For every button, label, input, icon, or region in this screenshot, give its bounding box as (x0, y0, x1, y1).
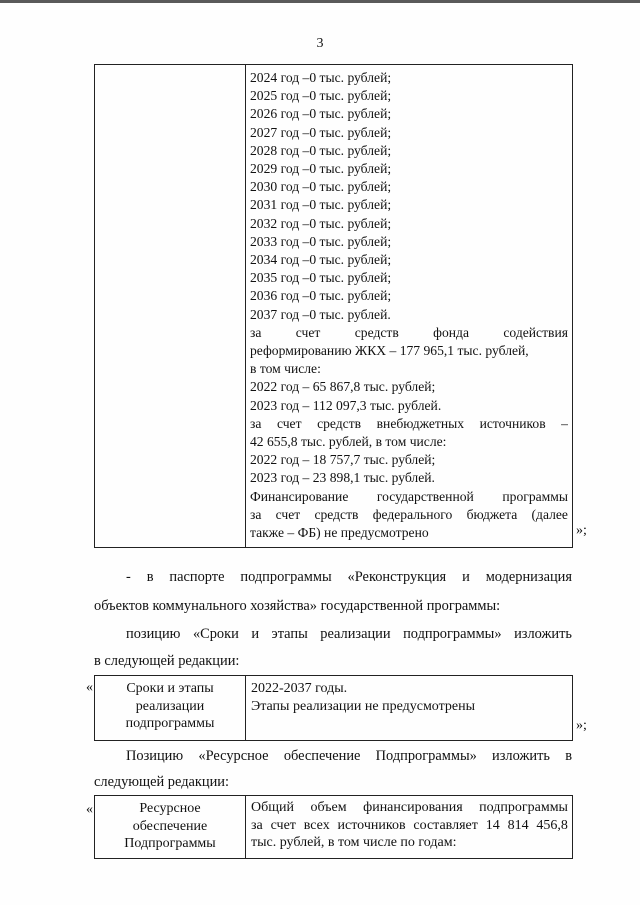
year-line: 2033 год –0 тыс. рублей; (250, 233, 392, 249)
paragraph-2-line-1: позицию «Сроки и этапы реализации подпрограммы» изложить (126, 626, 572, 642)
resources-value-line-3: тыс. рублей, в том числе по годам: (251, 835, 457, 850)
offbudget-year-2022: 2022 год – 18 757,7 тыс. рублей; (250, 452, 436, 468)
resources-label-line-2: обеспечение (132, 818, 208, 834)
paragraph-3-line-2: следующей редакции: (94, 774, 229, 790)
offbudget-year-2023: 2023 год – 23 898,1 тыс. рублей. (250, 470, 435, 486)
fund-line-2: реформированию ЖКХ – 177 965,1 тыс. рублей, (250, 343, 529, 359)
paragraph-1-line-2: объектов коммунального хозяйства» государственной программы: (94, 598, 501, 614)
page-number: 3 (316, 36, 324, 51)
fund-year-2022: 2022 год – 65 867,8 тыс. рублей; (250, 379, 436, 395)
page-top-border (0, 0, 640, 3)
resources-value-line-1: Общий объем финансирования подпрограммы (251, 800, 568, 815)
offbudget-line-2: 42 655,8 тыс. рублей, в том числе: (250, 434, 447, 450)
table3-open-quote: « (86, 802, 93, 817)
resources-label-cell (95, 796, 246, 859)
federal-line-2: за счет средств федерального бюджета (далее (250, 506, 568, 522)
table1-close-quote: »; (576, 523, 587, 538)
year-line: 2037 год –0 тыс. рублей. (250, 306, 391, 322)
resources-value-cell (246, 796, 573, 859)
year-line: 2036 год –0 тыс. рублей; (250, 288, 392, 304)
paragraph-2-line-2: в следующей редакции: (94, 653, 240, 669)
year-line: 2025 год –0 тыс. рублей; (250, 88, 392, 104)
financing-table-value-cell (246, 65, 573, 548)
terms-label-line-1: Сроки и этапы (126, 681, 214, 696)
terms-value-line-1: 2022-2037 годы. (251, 681, 348, 696)
year-line: 2034 год –0 тыс. рублей; (250, 252, 392, 268)
terms-label-cell (95, 676, 246, 741)
financing-table-label-cell (95, 65, 246, 548)
year-line: 2035 год –0 тыс. рублей; (250, 270, 392, 286)
paragraph-3-line-1: Позицию «Ресурсное обеспечение Подпрограммы» изложить в (126, 748, 572, 764)
year-line: 2027 год –0 тыс. рублей; (250, 124, 392, 140)
year-line: 2028 год –0 тыс. рублей; (250, 142, 392, 158)
fund-line-1: за счет средств фонда содействия (250, 324, 568, 340)
federal-line-1: Финансирование государственной программы (250, 488, 568, 504)
resources-label-line-1: Ресурсное (139, 801, 201, 816)
offbudget-line-1: за счет средств внебюджетных источников – (250, 415, 568, 431)
year-line: 2024 год –0 тыс. рублей; (250, 70, 392, 85)
fund-line-3: в том числе: (250, 361, 321, 377)
year-line: 2029 год –0 тыс. рублей; (250, 161, 392, 177)
year-line: 2026 год –0 тыс. рублей; (250, 106, 392, 122)
year-line: 2032 год –0 тыс. рублей; (250, 215, 392, 231)
table2-close-quote: »; (576, 718, 587, 733)
table2-open-quote: « (86, 680, 93, 695)
fund-year-2023: 2023 год – 112 097,3 тыс. рублей. (250, 397, 442, 413)
resources-table (94, 795, 573, 859)
federal-line-3: также – ФБ) не предусмотрено (250, 525, 429, 541)
terms-value-cell (246, 676, 573, 741)
year-list (250, 69, 568, 324)
terms-value-line-2: Этапы реализации не предусмотрены (251, 698, 476, 714)
year-line: 2031 год –0 тыс. рублей; (250, 197, 392, 213)
resources-value-line-2: за счет всех источников составляет 14 814 456,8 (251, 817, 568, 833)
year-line: 2030 год –0 тыс. рублей; (250, 179, 392, 195)
resources-label-line-3: Подпрограммы (124, 836, 216, 851)
terms-label-line-2: реализации (135, 698, 205, 714)
terms-label-line-3: подпрограммы (125, 716, 215, 731)
paragraph-1-line-1: - в паспорте подпрограммы «Реконструкция и модернизация (126, 569, 572, 585)
terms-table (94, 675, 573, 741)
financing-table (94, 64, 573, 548)
